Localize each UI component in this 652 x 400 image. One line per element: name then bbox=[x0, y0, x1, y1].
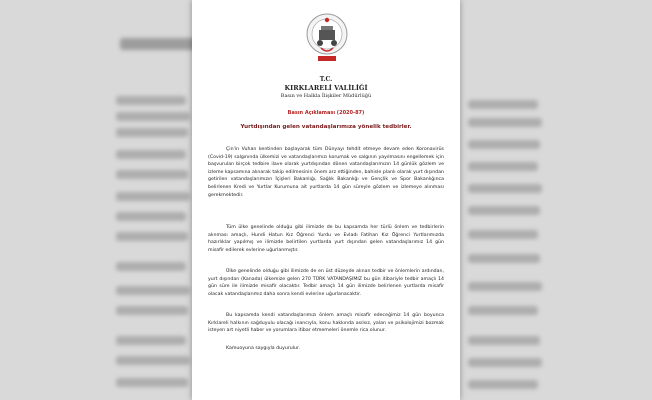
department-name: Basın ve Halkla İlişkiler Müdürlüğü bbox=[280, 93, 372, 99]
governorship-seal-icon bbox=[305, 10, 349, 64]
governorship-title: KIRKLARELİ VALİLİĞİ bbox=[284, 84, 368, 92]
paragraph-4: Bu kapsamda kendi vatandaşlarımızı önlem amaçlı misafir edeceğimiz 14 gün boyunca Kırklareli halkının sağduyulu olacağı inancıyla, konu hakkında asılsız, yalan ve psikolojimizi bozmak isteyen art niyetli haber ve yorumlara itibar etmemeleri önemle rica olunur. bbox=[208, 313, 444, 334]
subject-line: Yurtdışından gelen vatandaşlarımıza yönelik tedbirler. bbox=[240, 124, 412, 130]
paragraph-3: Ülke genelinde olduğu gibi ilimizde de en üst düzeyde alınan tedbir ve önlemlerin ardından, yurt dışından (Kanada) ülkemize gelen 270 TÜRK VATANDAŞIMIZ bu gün itibariyle tedbir amaçlı 14 gün süre ile ilimizde misafir olacaktır. Tedbir amaçlı 14 gün ilimizde belirlenen yurtlarda misafir olacak vatandaşlarımız daha sonra kendi evlerine uğurlanacaktır. bbox=[208, 269, 444, 297]
republic-abbrev: T.C. bbox=[319, 76, 333, 83]
press-release-number: Basın Açıklaması (2020-87) bbox=[287, 110, 365, 116]
press-release-document bbox=[192, 0, 460, 400]
closing-line: Kamuoyuna saygıyla duyurulur. bbox=[226, 346, 301, 351]
paragraph-2: Tüm ülke genelinde olduğu gibi ilimizde de bu kapsamda her türlü önlem ve tedbirlerin alınması amaçlı, Hundi Hatun Kız Öğrenci Yurdu ve Evladı Fatihan Kız Öğrenci Yurtlarımızda hazırlıklar yapılmış ve ilimizde belirtilen yurtlarda yurt dışından gelen vatandaşlarımız 14 gün misafir edilerek evlerine uğurlanmıştır. bbox=[208, 225, 444, 253]
paragraph-1: Çin'in Vuhan kentinden başlayarak tüm Dünyayı tehdit etmeye devam eden Koronavirüs (Covid-19) salgınında ülkemizi ve vatandaşlarımızı korumak ve salgının yayılmasını engellemek için başvurulan birçok tedbire ilave olarak yurtdışından dönen vatandaşlarımızın 14 günlük gözlem ve izleme kapsamına alınarak takip edilmesinin önem arz ettiğinden, bahisle planlı olarak yurt dışından getirilen vatandaşlarımızın İçişleri Bakanlığı, Sağlık Bakanlığı ve Gençlik ve Spor Bakanlığınca belirlenen Kredi ve Yurtlar Kurumuna ait yurtlarda 14 gün süreyle gözlem ve izlemeye alınması gerekmektedir. bbox=[208, 147, 444, 198]
